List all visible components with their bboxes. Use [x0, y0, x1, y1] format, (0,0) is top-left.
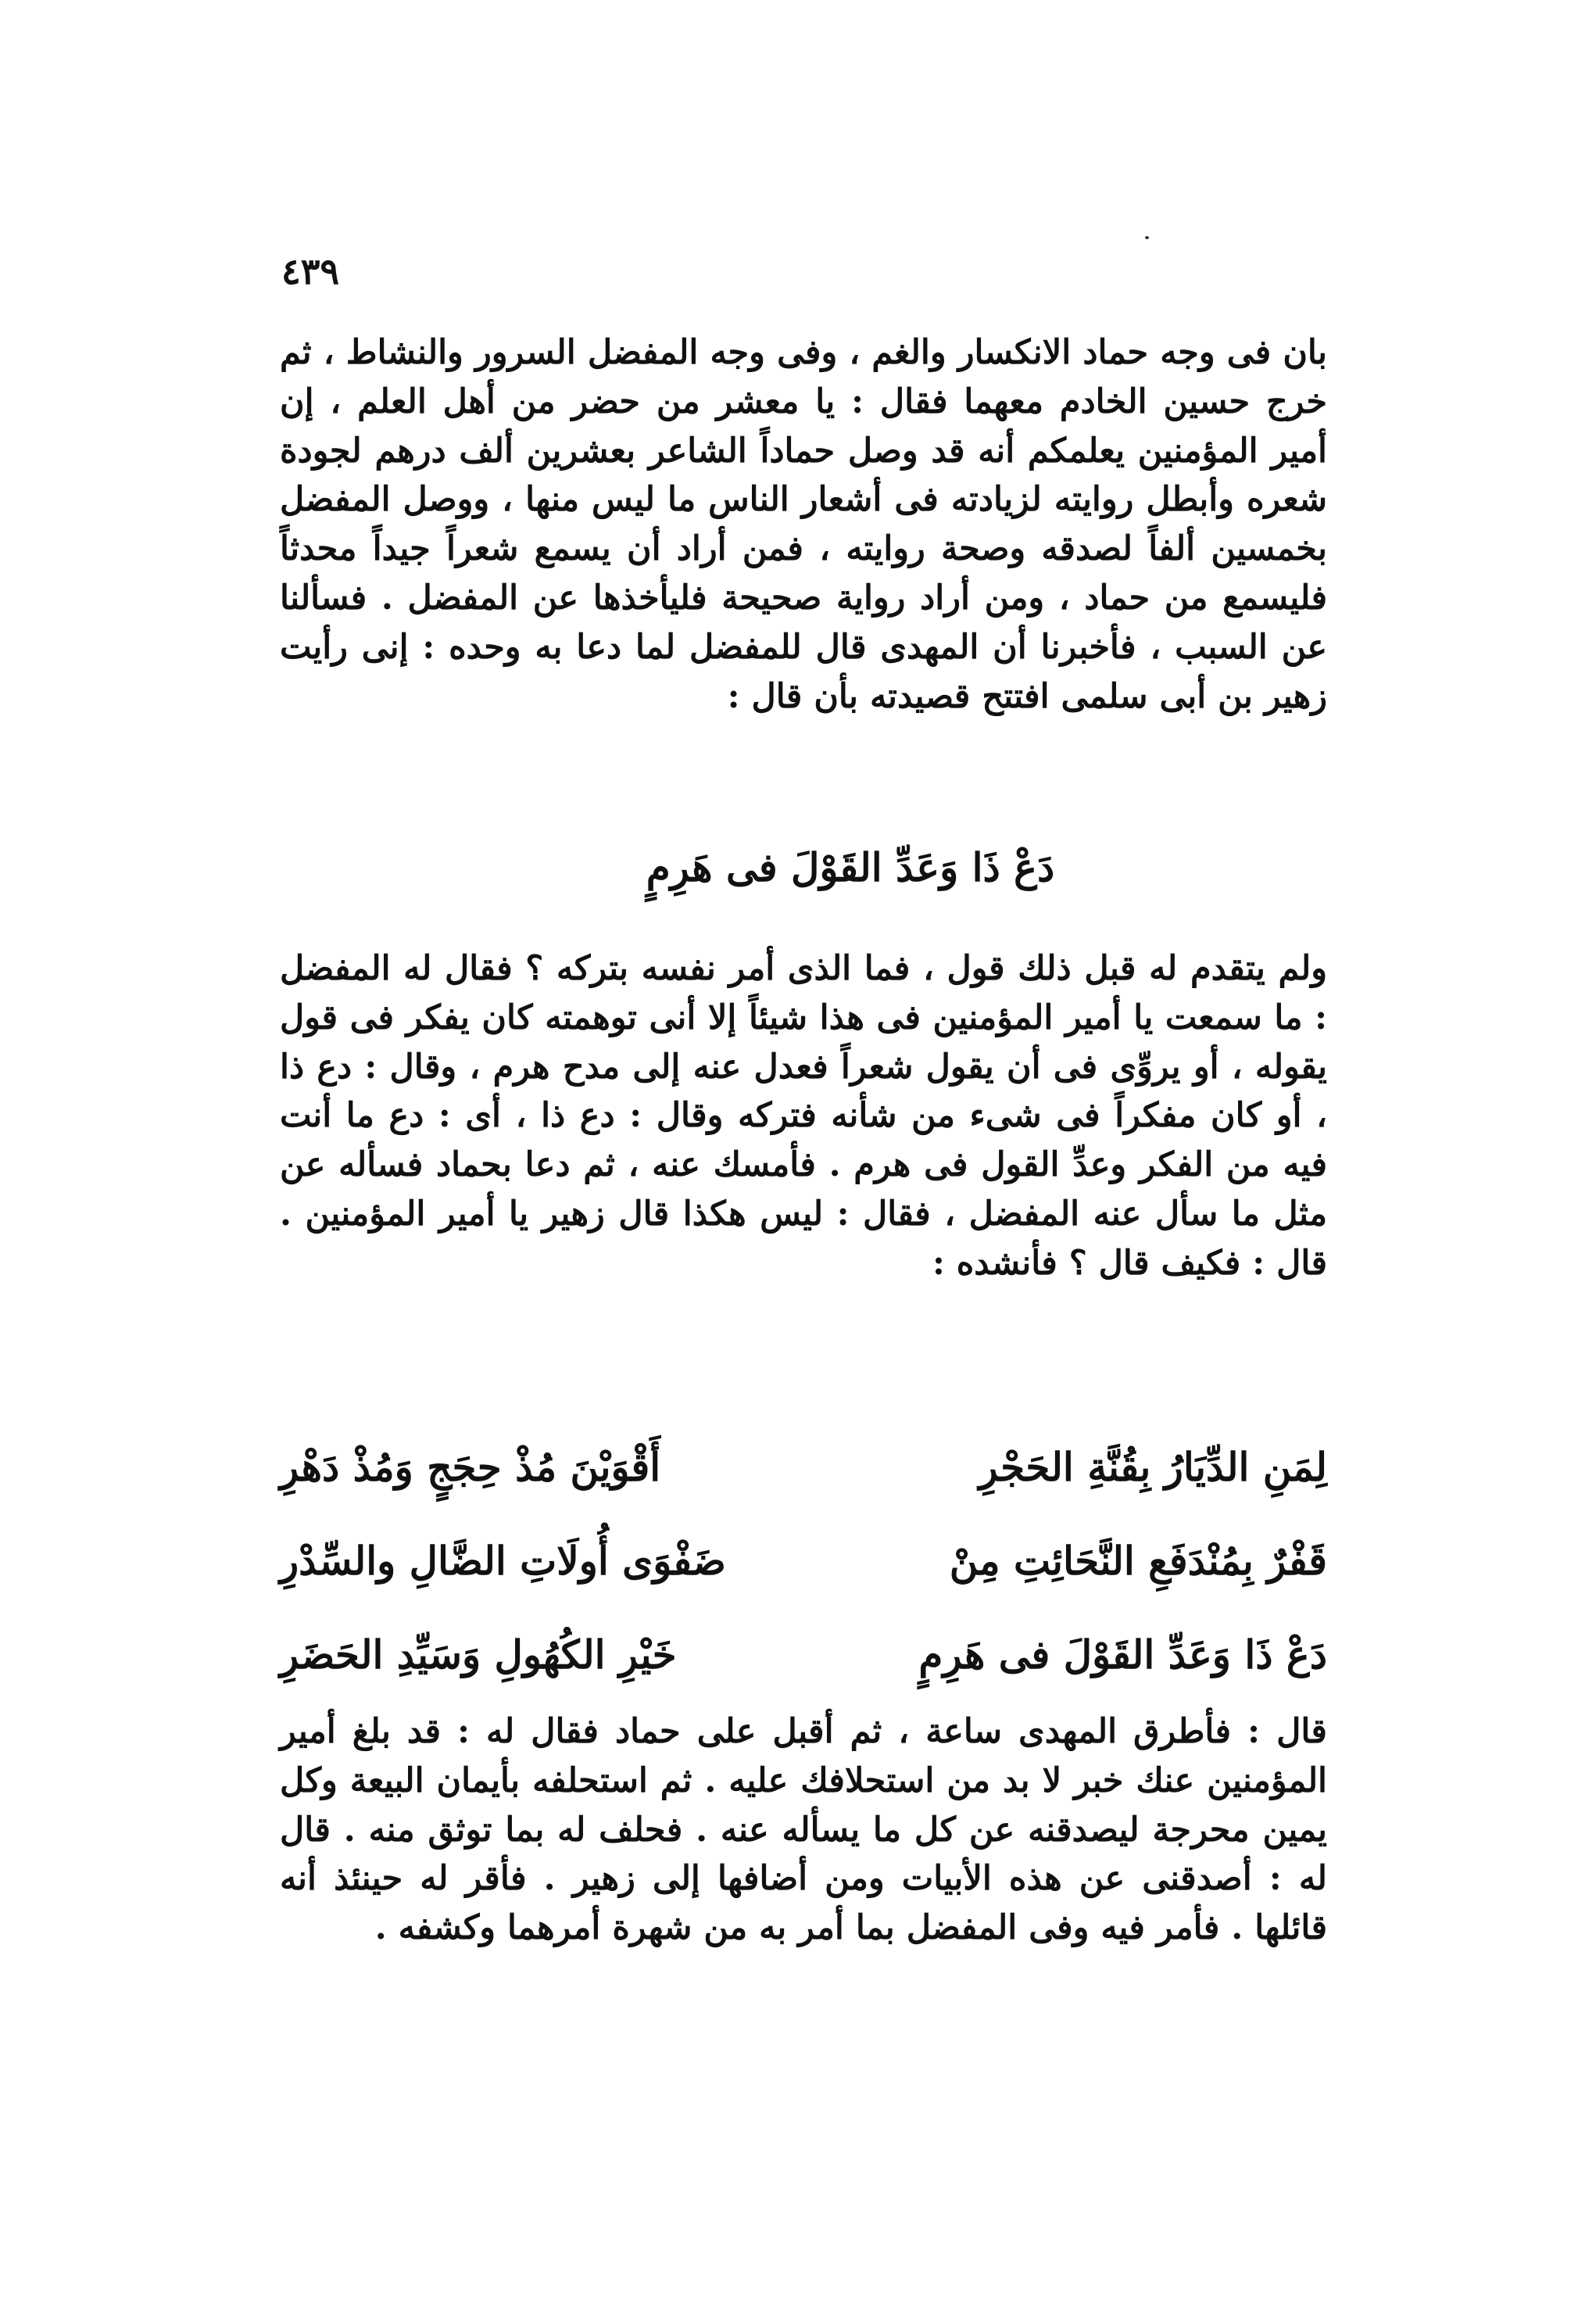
poem-verses — [280, 1420, 1327, 1701]
verse-first-half: قَفْرٌ بِمُنْدَفَعِ النَّحَائِتِ مِنْ — [949, 1537, 1327, 1584]
paragraph-2-text: ولم يتقدم له قبل ذلك قول ، فما الذى أمر نفسه بتركه ؟ فقال له المفضل : ما سمعت يا أمير المؤمنين فى هذا شيئاً إلا أنى توهمته كان يفكر فى قول يقوله ، أو يروِّى فى أن يقول شعراً فعدل عنه إلى مدح هرم ، وقال : دع ذا ، أو كان مفكراً فى شىء من شأنه فتركه وقال : دع ذا ، أى : دع ما أنت فيه من الفكر وعدِّ القول فى هرم . فأمسك عنه ، ثم دعا بحماد فسأله عن مثل ما سأل عنه المفضل ، فقال : ليس هكذا قال زهير يا أمير المؤمنين . قال : فكيف قال ؟ فأنشده : — [280, 949, 1327, 1283]
verse-row — [280, 1420, 1327, 1513]
paragraph-3 — [280, 1707, 1327, 1953]
paragraph-1 — [280, 328, 1327, 721]
paragraph-1-text: بان فى وجه حماد الانكسار والغم ، وفى وجه المفضل السرور والنشاط ، ثم خرج حسين الخادم معهما فقال : يا معشر من حضر من أهل العلم ، إن أمير المؤمنين يعلمكم أنه قد وصل حماداً الشاعر بعشرين ألف درهم لجودة شعره وأبطل روايته لزيادته فى أشعار الناس ما ليس منها ، ووصل المفضل بخمسين ألفاً لصدقه وصحة روايته ، فمن أراد أن يسمع شعراً جيداً محدثاً فليسمع من حماد ، ومن أراد رواية صحيحة فليأخذها عن المفضل . فسألنا عن السبب ، فأخبرنا أن المهدى قال للمفضل لما دعا به وحده : إنى رأيت زهير بن أبى سلمى افتتح قصيدته بأن قال : — [280, 333, 1327, 716]
paragraph-3-text: قال : فأطرق المهدى ساعة ، ثم أقبل على حماد فقال له : قد بلغ أمير المؤمنين عنك خبر لا بد من استحلافك عليه . ثم استحلفه بأيمان البيعة وكل يمين محرجة ليصدقنه عن كل ما يسأله عنه . فحلف له بما توثق منه . قال له : أصدقنى عن هذه الأبيات ومن أضافها إلى زهير . فأقر له حينئذ أنه قائلها . فأمر فيه وفى المفضل بما أمر به من شهرة أمرهما وكشفه . — [280, 1712, 1327, 1948]
verse-second-half: ضَفْوَى أُولَاتِ الضَّالِ والسِّدْرِ — [280, 1537, 726, 1584]
verse-first-half: دَعْ ذَا وَعَدِّ القَوْلَ فى هَرِمٍ — [918, 1631, 1327, 1678]
verse-row — [280, 1513, 1327, 1607]
verse-row — [280, 1607, 1327, 1701]
verse-second-half: أَقْوَيْنَ مُذْ حِجَجٍ وَمُذْ دَهْرِ — [280, 1443, 661, 1490]
page-number: ٤٣٩ — [281, 250, 340, 292]
verse-second-half: خَيْرِ الكُهُولِ وَسَيِّدِ الحَضَرِ — [280, 1631, 677, 1678]
quoted-hemistich: دَعْ ذَا وَعَدِّ القَوْلَ فى هَرِمٍ — [646, 844, 1055, 890]
verse-first-half: لِمَنِ الدِّيَارُ بِقُنَّةِ الحَجْرِ — [979, 1443, 1327, 1490]
printing-dot — [1145, 236, 1149, 239]
paragraph-2 — [280, 944, 1327, 1288]
